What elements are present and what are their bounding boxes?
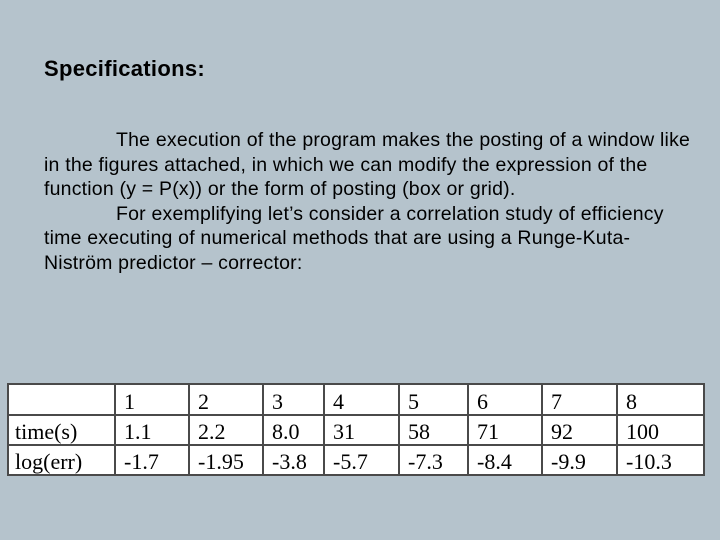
table-cell: 92 xyxy=(542,415,617,445)
table-cell: -7.3 xyxy=(399,445,468,475)
table-cell: -5.7 xyxy=(324,445,399,475)
table-row xyxy=(8,445,704,475)
table-cell: 8 xyxy=(617,384,704,415)
table-cell: -3.8 xyxy=(263,445,324,475)
table-cell: 8.0 xyxy=(263,415,324,445)
table-cell: 100 xyxy=(617,415,704,445)
data-table xyxy=(7,383,705,476)
table-cell: 2.2 xyxy=(189,415,263,445)
table-cell: 71 xyxy=(468,415,542,445)
table-row xyxy=(8,384,704,415)
paragraph: The execution of the program makes the posting of a window like in the figures attached, in which we can modify the expression of the function (y = P(x)) or the form of posting (box or grid). xyxy=(44,129,691,201)
paragraph: For exemplifying let’s consider a correlation study of efficiency time executing of numerical methods that are using a Runge-Kuta-Niström predictor – corrector: xyxy=(44,202,664,274)
heading: Specifications: xyxy=(44,56,205,81)
table-cell: 4 xyxy=(324,384,399,415)
table-cell: 6 xyxy=(468,384,542,415)
table-cell: 7 xyxy=(542,384,617,415)
row-label: time(s) xyxy=(8,415,115,445)
table-cell: 1 xyxy=(115,384,189,415)
table-cell: 3 xyxy=(263,384,324,415)
row-label: log(err) xyxy=(8,445,115,475)
body-text xyxy=(44,128,694,276)
table-cell: 5 xyxy=(399,384,468,415)
table-cell: -10.3 xyxy=(617,445,704,475)
table-cell: 2 xyxy=(189,384,263,415)
table-cell: 31 xyxy=(324,415,399,445)
table-cell: -9.9 xyxy=(542,445,617,475)
table-cell: -8.4 xyxy=(468,445,542,475)
row-label xyxy=(8,384,115,415)
table-cell: -1.7 xyxy=(115,445,189,475)
table-cell: 1.1 xyxy=(115,415,189,445)
table-cell: -1.95 xyxy=(189,445,263,475)
table-row xyxy=(8,415,704,445)
table-cell: 58 xyxy=(399,415,468,445)
